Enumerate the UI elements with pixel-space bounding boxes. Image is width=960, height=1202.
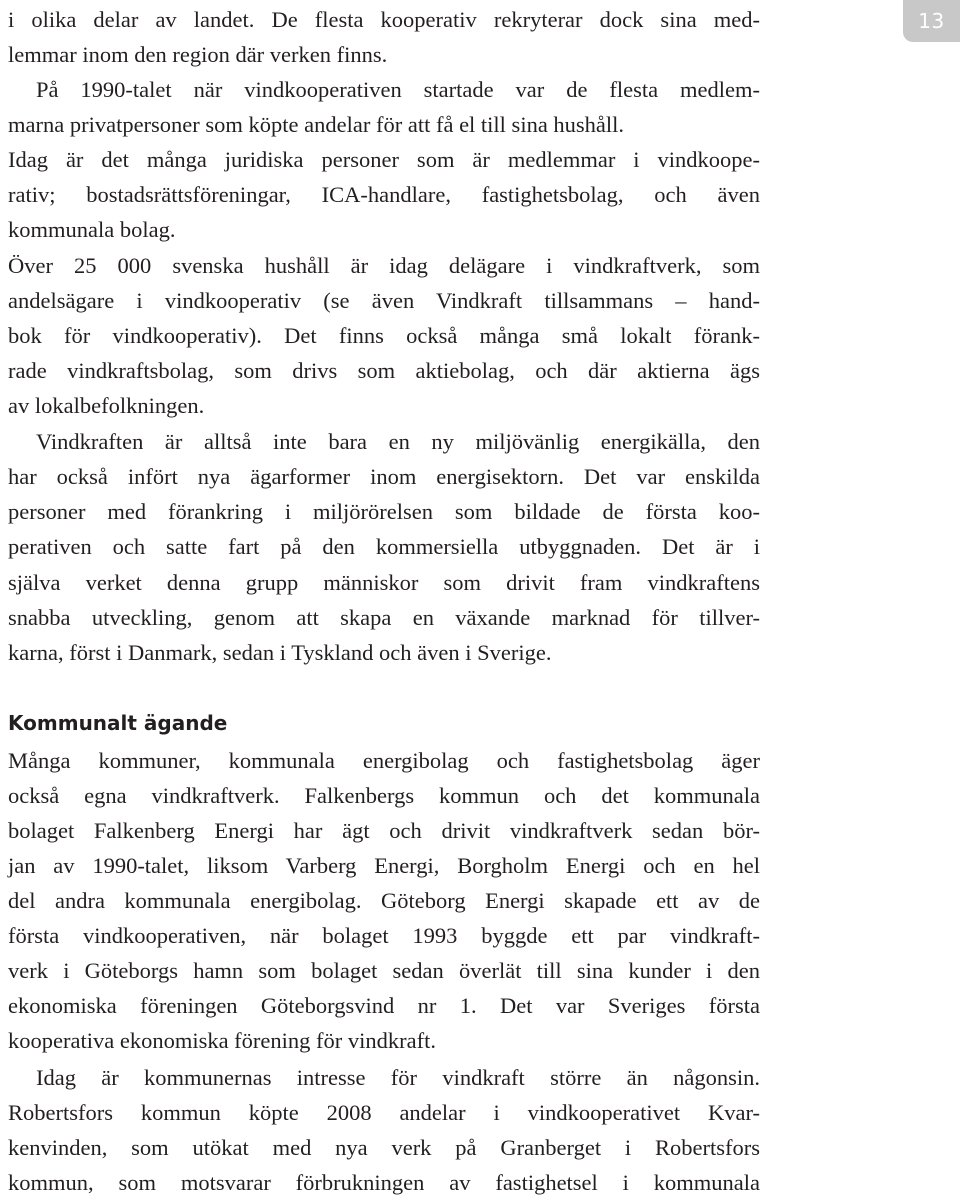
paragraph-2-line-1: På 1990-talet när vindkooperativen startade var de flesta medlem-: [36, 77, 760, 102]
paragraph-5-line-8: ekonomiska föreningen Göteborgsvind nr 1. Det var Sveriges första: [8, 993, 760, 1018]
paragraph-2-line-3: Idag är det många juridiska personer som är medlemmar i vindkoope-: [8, 147, 760, 172]
paragraph-3-line-2: andelsägare i vindkooperativ (se även Vindkraft tillsammans – hand-: [8, 288, 760, 313]
paragraph-3-line-1: Över 25 000 svenska hushåll är idag delägare i vindkraftverk, som: [8, 253, 760, 278]
paragraph-2-line-4: rativ; bostadsrättsföreningar, ICA-handlare, fastighetsbolag, och även: [8, 182, 760, 207]
paragraph-4-line-7: karna, först i Danmark, sedan i Tyskland och även i Sverige.: [8, 640, 552, 665]
paragraph-5-line-4: jan av 1990-talet, liksom Varberg Energi, Borgholm Energi och en hel: [8, 853, 760, 878]
paragraph-2-line-2: marna privatpersoner som köpte andelar för att få el till sina hushåll.: [8, 112, 625, 137]
page-number-badge: 13: [903, 0, 960, 42]
paragraph-1-line-2: lemmar inom den region där verken finns.: [8, 42, 388, 67]
paragraph-5-line-1: Många kommuner, kommunala energibolag och fastighetsbolag äger: [8, 748, 760, 773]
paragraph-4-line-6: snabba utveckling, genom att skapa en växande marknad för tillver-: [8, 605, 760, 630]
paragraph-4-line-3: personer med förankring i miljörörelsen som bildade de första koo-: [8, 499, 760, 524]
paragraph-6-line-1: Idag är kommunernas intresse för vindkraft större än någonsin.: [36, 1065, 760, 1090]
paragraph-4-line-1: Vindkraften är alltså inte bara en ny miljövänlig energikälla, den: [36, 429, 760, 454]
paragraph-2-line-5: kommunala bolag.: [8, 217, 176, 242]
paragraph-6-line-3: kenvinden, som utökat med nya verk på Granberget i Robertsfors: [8, 1135, 760, 1160]
paragraph-1-line-1: i olika delar av landet. De flesta kooperativ rekryterar dock sina med-: [8, 7, 760, 32]
paragraph-4-line-2: har också infört nya ägarformer inom energisektorn. Det var enskilda: [8, 464, 760, 489]
paragraph-4-line-4: perativen och satte fart på den kommersiella utbyggnaden. Det är i: [8, 534, 760, 559]
paragraph-5-line-3: bolaget Falkenberg Energi har ägt och drivit vindkraftverk sedan bör-: [8, 818, 760, 843]
paragraph-5-line-6: första vindkooperativen, när bolaget 1993 byggde ett par vindkraft-: [8, 923, 760, 948]
paragraph-6-line-4: kommun, som motsvarar förbrukningen av fastighetsel i kommunala: [8, 1170, 760, 1195]
paragraph-3-line-4: rade vindkraftsbolag, som drivs som aktiebolag, och där aktierna ägs: [8, 358, 760, 383]
paragraph-5-line-7: verk i Göteborgs hamn som bolaget sedan överlät till sina kunder i den: [8, 958, 760, 983]
paragraph-5-line-5: del andra kommunala energibolag. Göteborg Energi skapade ett av de: [8, 888, 760, 913]
paragraph-5-line-9: kooperativa ekonomiska förening för vindkraft.: [8, 1028, 436, 1053]
paragraph-6-line-2: Robertsfors kommun köpte 2008 andelar i vindkooperativet Kvar-: [8, 1100, 760, 1125]
paragraph-3-line-5: av lokalbefolkningen.: [8, 393, 205, 418]
paragraph-5-line-2: också egna vindkraftverk. Falkenbergs kommun och det kommunala: [8, 783, 760, 808]
paragraph-3-line-3: bok för vindkooperativ). Det finns också många små lokalt förank-: [8, 323, 760, 348]
paragraph-4-line-5: själva verket denna grupp människor som drivit fram vindkraftens: [8, 570, 760, 595]
section-heading: Kommunalt ägande: [8, 711, 228, 735]
